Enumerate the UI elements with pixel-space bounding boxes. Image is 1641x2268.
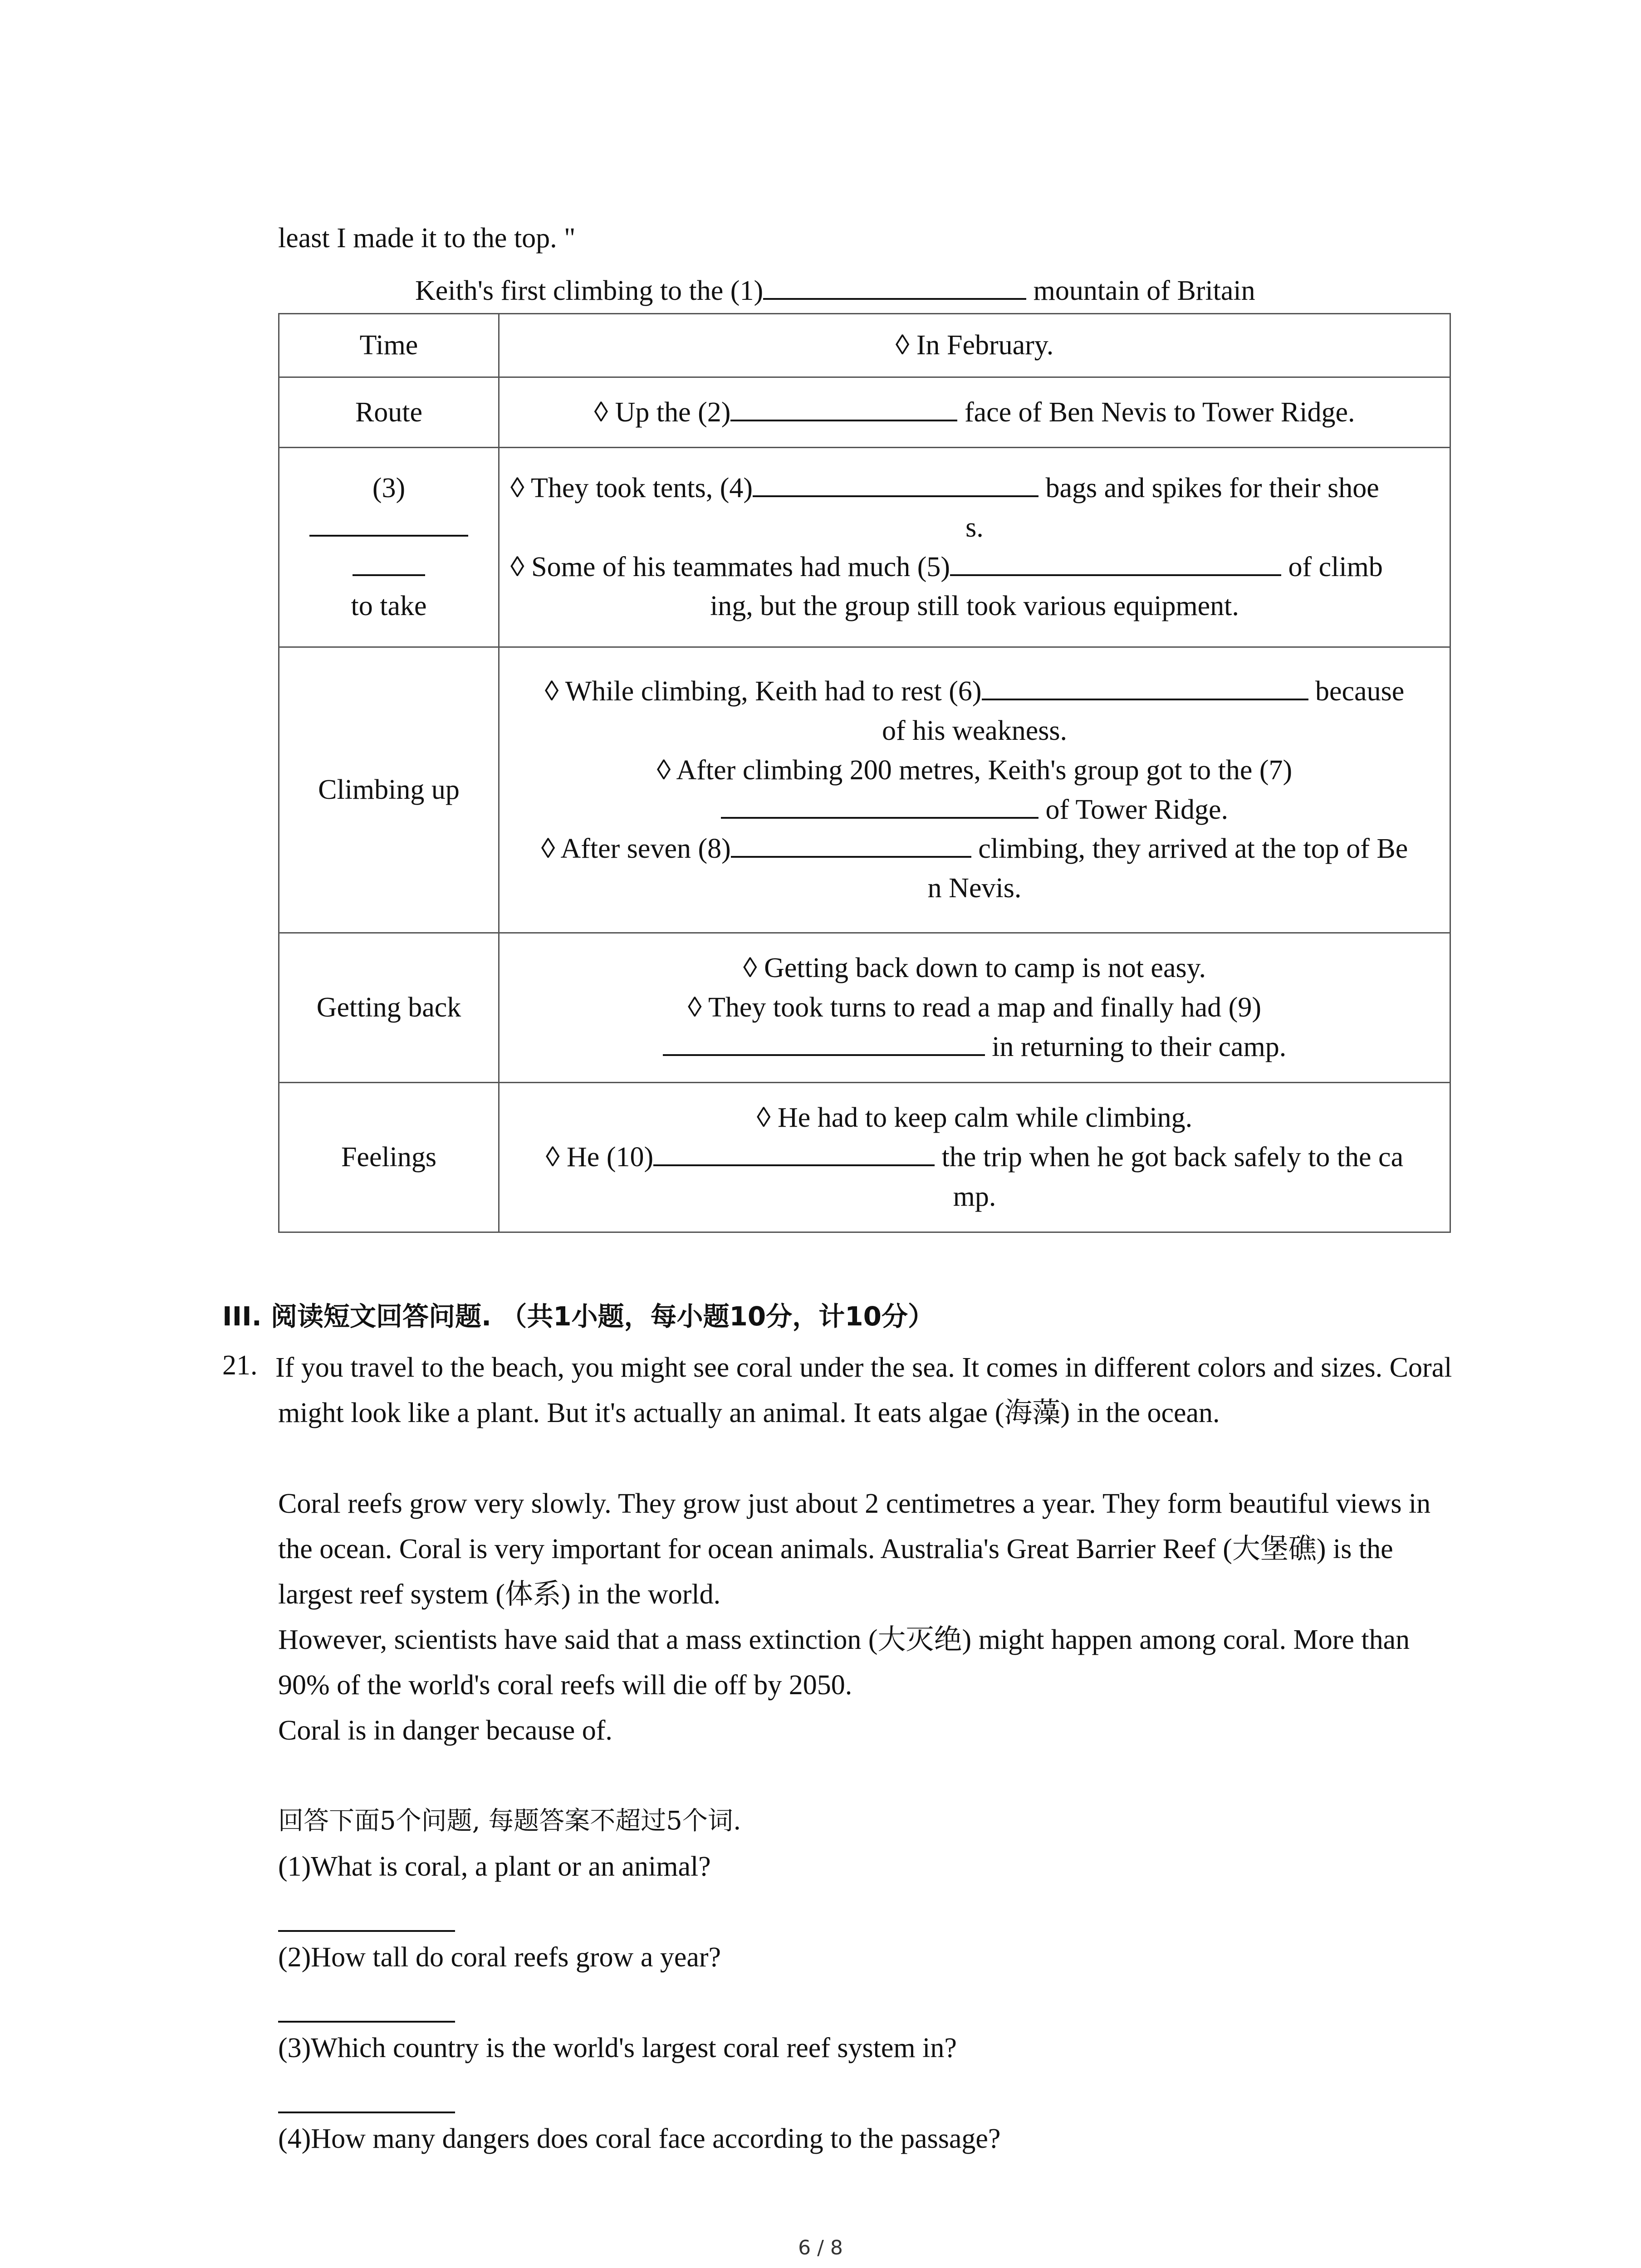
row-label-take: (3) to take [279, 448, 499, 647]
subquestion-1: (1)What is coral, a plant or an animal? [278, 1851, 711, 1882]
blank-9[interactable] [663, 1027, 985, 1056]
blank-8[interactable] [731, 829, 971, 858]
row-content-climbing: ◊ While climbing, Keith had to rest (6) because of his weakness. ◊ After climbing 200 metres, Keith's group got to the (7) of Tower Ridge. ◊ After seven (8) climbing, they arrived at the top of Be n Nevis. [499, 647, 1450, 933]
blank-3[interactable] [309, 508, 468, 537]
row-content-take: ◊ They took tents, (4) bags and spikes for their shoe s. ◊ Some of his teammates had much (5) of climb ing, but the group still took various equipment. [499, 448, 1450, 647]
row-label-back: Getting back [279, 933, 499, 1083]
blank-10[interactable] [653, 1138, 935, 1166]
question-number: 21. [222, 1350, 258, 1381]
caption-text-pre: Keith's first climbing to the (1) [415, 275, 764, 306]
blank-3-cont [353, 547, 425, 576]
row-label-time: Time [279, 314, 499, 377]
climbing-table [278, 313, 1451, 1233]
table-row-route [279, 377, 1450, 448]
instruction: 回答下面5个问题, 每题答案不超过5个词. [278, 1806, 741, 1836]
passage-paragraph-2: Coral reefs grow very slowly. They grow just about 2 centimetres a year. They form beautiful views in the ocean. Coral is very important for ocean animals. Australia's Great Barrier Reef (大堡礁) is the largest reef system (体系) in the world. [278, 1488, 1431, 1610]
passage-paragraph-1: If you travel to the beach, you might see coral under the sea. It comes in different colors and sizes. Coral might look like a plant. But it's actually an animal. It eats algae (海藻) in the ocean. [275, 1352, 1452, 1428]
table-row-time [279, 314, 1450, 377]
blank-7[interactable] [721, 790, 1038, 819]
blank-2[interactable] [730, 393, 957, 421]
row-label-route: Route [279, 377, 499, 448]
passage-paragraph-4: Coral is in danger because of. [278, 1715, 612, 1746]
row-label-climbing: Climbing up [279, 647, 499, 933]
subquestion-3: (3)Which country is the world's largest coral reef system in? [278, 2033, 957, 2063]
answer-line-2[interactable] [278, 2021, 455, 2023]
row-label-feelings: Feelings [279, 1083, 499, 1232]
row-content-feelings: ◊ He had to keep calm while climbing. ◊ He (10) the trip when he got back safely to the ca mp. [499, 1083, 1450, 1232]
blank-1[interactable] [763, 271, 1026, 300]
subquestion-2: (2)How tall do coral reefs grow a year? [278, 1942, 721, 1973]
blank-4[interactable] [753, 469, 1038, 497]
table-row-back [279, 933, 1450, 1083]
section-title: III. 阅读短文回答问题. （共1小题，每小题10分，计10分） [222, 1301, 934, 1332]
blank-6[interactable] [982, 672, 1308, 700]
passage-paragraph-3: However, scientists have said that a mass extinction (大灭绝) might happen among coral. More than 90% of the world's coral reefs will die off by 2050. [278, 1624, 1410, 1701]
caption-text-post: mountain of Britain [1026, 275, 1255, 306]
answer-line-3[interactable] [278, 2112, 455, 2113]
table-caption [415, 271, 1255, 308]
subquestion-4: (4)How many dangers does coral face according to the passage? [278, 2123, 1001, 2154]
page-number: 6 / 8 [798, 2236, 843, 2259]
table-row-climbing [279, 647, 1450, 933]
answer-line-1[interactable] [278, 1930, 455, 1932]
row-content-back: ◊ Getting back down to camp is not easy. ◊ They took turns to read a map and finally had (9) in returning to their camp. [499, 933, 1450, 1083]
table-row-feelings [279, 1083, 1450, 1232]
row-content-route: ◊ Up the (2) face of Ben Nevis to Tower Ridge. [499, 377, 1450, 448]
blank-5[interactable] [950, 547, 1281, 576]
table-row-take [279, 448, 1450, 647]
intro-line: least I made it to the top. " [278, 223, 576, 254]
row-content-time: ◊ In February. [499, 314, 1450, 377]
